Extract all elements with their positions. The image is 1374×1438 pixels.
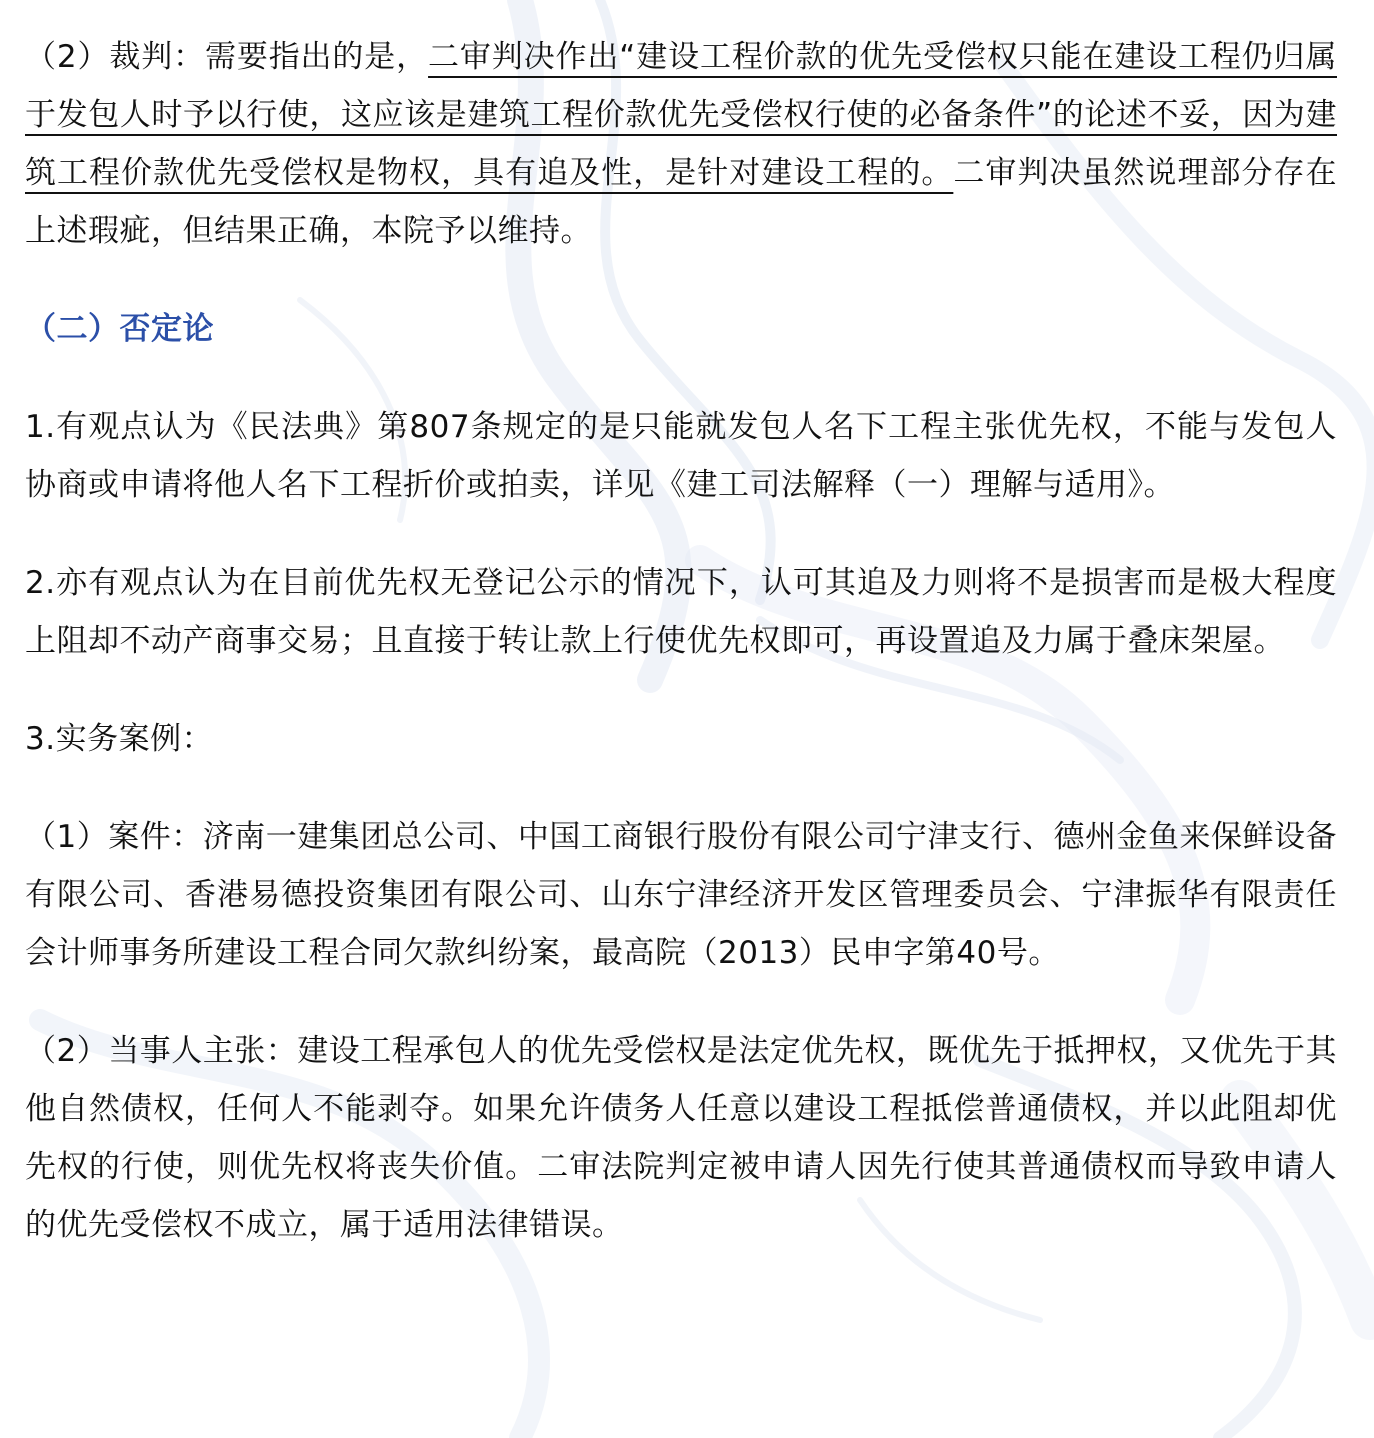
- section-heading-negation: （二）否定论: [25, 311, 214, 347]
- viewpoint-2-paragraph: 2.亦有观点认为在目前优先权无登记公示的情况下，认可其追及力则将不是损害而是极大程度上阻却不动产商事交易；且直接于转让款上行使优先权即可，再设置追及力属于叠床架屋。: [25, 565, 1337, 659]
- ruling-paragraph: [25, 28, 1337, 260]
- case-paragraph: （1）案件：济南一建集团总公司、中国工商银行股份有限公司宁津支行、德州金鱼来保鲜设备有限公司、香港易德投资集团有限公司、山东宁津经济开发区管理委员会、宁津振华有限责任会计师事务所建设工程合同欠款纠纷案，最高院（2013）民申字第40号。: [25, 819, 1337, 971]
- viewpoint-1-paragraph: 1.有观点认为《民法典》第807条规定的是只能就发包人名下工程主张优先权，不能与发包人协商或申请将他人名下工程折价或拍卖，详见《建工司法解释（一）理解与适用》。: [25, 409, 1337, 503]
- ruling-underlined-quote: 二审判决作出“建设工程价款的优先受偿权只能在建设工程仍归属于发包人时予以行使，这应该是建筑工程价款优先受偿权行使的必备条件”的论述不妥，因为建筑工程价款优先受偿权是物权，具有追及性，是针对建设工程的。: [25, 39, 1337, 191]
- article-body: [25, 28, 1337, 1254]
- ruling-suffix: 二审判决虽然说理部分存在上述瑕疵，但结果正确，本院予以维持。: [25, 155, 1337, 249]
- practice-cases-heading: 3.实务案例：: [25, 721, 214, 757]
- party-claim-paragraph: （2）当事人主张：建设工程承包人的优先受偿权是法定优先权，既优先于抵押权，又优先于其他自然债权，任何人不能剥夺。如果允许债务人任意以建设工程抵偿普通债权，并以此阻却优先权的行使，则优先权将丧失价值。二审法院判定被申请人因先行使其普通债权而导致申请人的优先受偿权不成立，属于适用法律错误。: [25, 1033, 1337, 1243]
- ruling-prefix: （2）裁判：需要指出的是，: [25, 39, 429, 75]
